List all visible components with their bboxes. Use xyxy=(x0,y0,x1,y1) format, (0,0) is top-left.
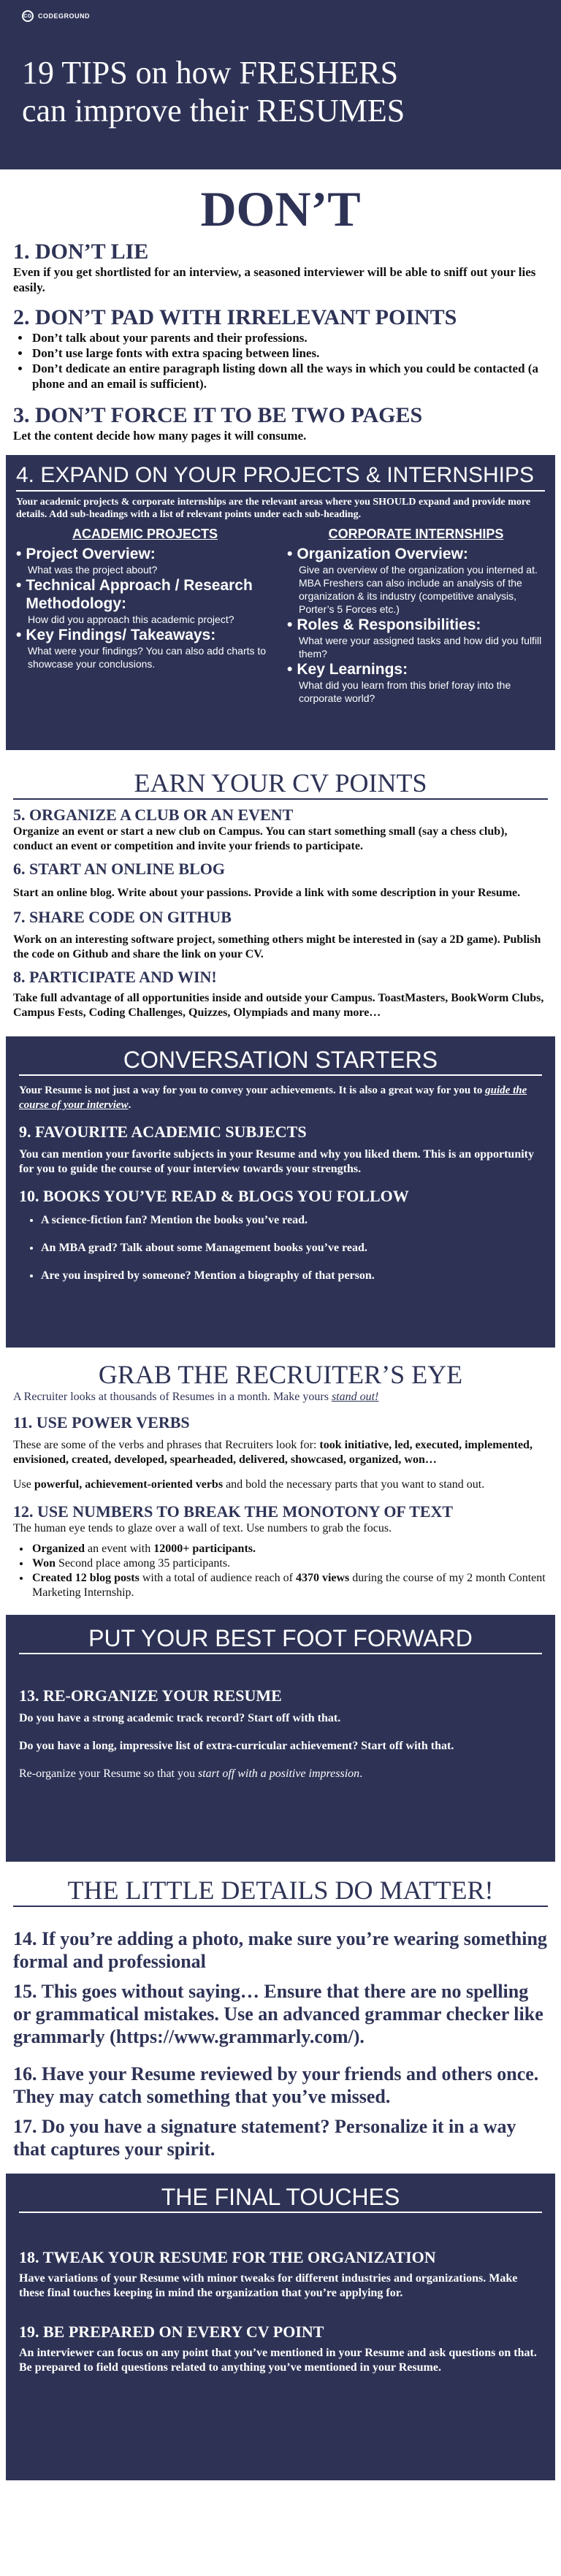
conversation-intro: Your Resume is not just a way for you to convey your achievements. It is also a great way for you to guide the course of your interview. xyxy=(19,1085,527,1111)
best-foot-section xyxy=(6,1615,555,1862)
corporate-internships-column: CORPORATE INTERNSHIPS • Organization Overview: Give an overview of the organization you interned at. MBA Freshers can also include an analysis of the organization & its industry (competitive analysis, Porter’s 5 Forces etc.) • Roles & Responsibilities: What were your assigned tasks and how did you fulfill them? • Key Learnings: What did you learn from this brief foray into the corporate world? xyxy=(287,527,545,705)
tip-14: 14. If you’re adding a photo, make sure you’re wearing something formal and professional xyxy=(13,1928,547,1972)
academic-heading: ACADEMIC PROJECTS xyxy=(72,527,218,541)
tip-3-title: 3. DON’T FORCE IT TO BE TWO PAGES xyxy=(13,403,423,427)
conversation-section xyxy=(6,1036,555,1348)
corporate-heading: CORPORATE INTERNSHIPS xyxy=(328,527,504,541)
list-item: • Don’t dedicate an entire paragraph listing down all the ways in which you could be contacted (a phone and an email is sufficient). xyxy=(31,361,548,391)
best-foot-heading: PUT YOUR BEST FOOT FORWARD xyxy=(19,1624,542,1654)
earn-section xyxy=(0,806,561,1020)
tip-13-p2: Do you have a long, impressive list of extra-curricular achievement? Start off with that. xyxy=(19,1740,454,1752)
tip-11-title: 11. USE POWER VERBS xyxy=(13,1413,190,1432)
little-details-section xyxy=(0,1927,561,2160)
tip-12-list xyxy=(31,1542,548,1600)
tip-18-text: Have variations of your Resume with minor tweaks for different industries and organizations. Make these final touches keeping in mind the organization that you’re applying for. xyxy=(19,2272,518,2299)
tip-1-text: Even if you get shortlisted for an interview, a seasoned interviewer will be able to sniff out your lies easily. xyxy=(13,265,536,294)
brand-name: CODEGROUND xyxy=(38,12,91,20)
tip-7-text: Work on an interesting software project, something others might be interested in (say a 2D game). Publish the code on Github and share the link on your CV. xyxy=(13,933,541,960)
grab-section xyxy=(0,1390,561,1600)
projects-internships-section xyxy=(6,455,555,750)
tip-11-text: These are some of the verbs and phrases that Recruiters look for: took initiative, led, executed, implemented, envisioned, created, developed, spearheaded, delivered, showcased, organized, won… xyxy=(13,1439,533,1466)
list-item: • Are you inspired by someone? Mention a biography of that person. xyxy=(41,1269,542,1283)
tip-13-title: 13. RE-ORGANIZE YOUR RESUME xyxy=(19,1686,282,1705)
list-item: • Don’t talk about your parents and their professions. xyxy=(31,330,548,345)
dont-heading: DON’T xyxy=(200,181,361,237)
tip-13-p3: Re-organize your Resume so that you start off with a positive impression. xyxy=(19,1767,363,1780)
tip-5-text: Organize an event or start a new club on Campus. You can start something small (say a chess club), conduct an event or competition and invite your friends to participate. xyxy=(13,825,508,852)
tip-6-text: Start an online blog. Write about your passions. Provide a link with some description in your Resume. xyxy=(13,887,521,899)
final-touches-section xyxy=(6,2174,555,2480)
academic-projects-column: ACADEMIC PROJECTS • Project Overview: What was the project about? • Technical Approach / Research Methodology: How did you approach this academic project? • Key Findings/ Takeaways: What were your findings? You can also add charts to showcase your conclusions. xyxy=(16,527,274,705)
tip-19-title: 19. BE PREPARED ON EVERY CV POINT xyxy=(19,2323,324,2341)
tip-9-title: 9. FAVOURITE ACADEMIC SUBJECTS xyxy=(19,1123,307,1141)
tip-4-intro: Your academic projects & corporate internships are the relevant areas where you SHOULD expand and provide more details. Add sub-headings with a list of relevant points under each sub-heading. xyxy=(16,497,531,520)
list-item: • Project Overview: xyxy=(16,545,274,563)
tip-13-p1: Do you have a strong academic track record? Start off with that. xyxy=(19,1712,341,1724)
list-item: • A science-fiction fan? Mention the books you’ve read. xyxy=(41,1213,542,1228)
little-details-heading: THE LITTLE DETAILS DO MATTER! xyxy=(13,1875,548,1907)
tip-19-text: An interviewer can focus on any point that you’ve mentioned in your Resume and ask questions on that. Be prepared to field questions related to anything you’ve mentioned in your Resume. xyxy=(19,2347,537,2374)
tip-18-title: 18. TWEAK YOUR RESUME FOR THE ORGANIZATION xyxy=(19,2248,436,2266)
tip-2-title: 2. DON’T PAD WITH IRRELEVANT POINTS xyxy=(13,305,457,329)
tip-6-title: 6. START AN ONLINE BLOG xyxy=(13,860,225,878)
tip-12-text: The human eye tends to glaze over a wall of text. Use numbers to grab the focus. xyxy=(13,1522,392,1534)
page-title: 19 TIPS on how FRESHERS can improve their RESUMES xyxy=(22,55,405,129)
list-item: • Technical Approach / Research Methodology: xyxy=(16,576,274,613)
grab-intro: A Recruiter looks at thousands of Resumes in a month. Make yours stand out! xyxy=(13,1391,379,1403)
tip-10-list xyxy=(41,1213,542,1283)
header-banner xyxy=(0,0,561,169)
tip-12-title: 12. USE NUMBERS TO BREAK THE MONOTONY OF TEXT xyxy=(13,1502,454,1521)
tip-7-title: 7. SHARE CODE ON GITHUB xyxy=(13,908,232,926)
tip-4-title: 4. EXPAND ON YOUR PROJECTS & INTERNSHIPS xyxy=(16,461,545,492)
tip-8-title: 8. PARTICIPATE AND WIN! xyxy=(13,968,217,986)
tip-11-text2: Use powerful, achievement-oriented verbs and bold the necessary parts that you want to stand out. xyxy=(13,1478,485,1491)
tip-5-title: 5. ORGANIZE A CLUB OR AN EVENT xyxy=(13,806,294,824)
earn-heading: EARN YOUR CV POINTS xyxy=(13,768,548,800)
codeground-logo-icon: CG xyxy=(22,10,34,22)
tip-16: 16. Have your Resume reviewed by your friends and others once. They may catch something that you’ve missed. xyxy=(13,2063,539,2107)
tip-2-list xyxy=(31,330,548,391)
list-item: • Roles & Responsibilities: xyxy=(287,616,545,634)
tip-17: 17. Do you have a signature statement? Personalize it in a way that captures your spirit. xyxy=(13,2116,516,2160)
list-item: • An MBA grad? Talk about some Management books you’ve read. xyxy=(41,1241,542,1255)
list-item: • Won Second place among 35 participants. xyxy=(31,1556,548,1571)
list-item: • Key Learnings: xyxy=(287,660,545,679)
list-item: • Created 12 blog posts with a total of audience reach of 4370 views during the course of my 2 month Content Marketing Internship. xyxy=(31,1571,548,1600)
conversation-heading: CONVERSATION STARTERS xyxy=(19,1045,542,1076)
tip-1-title: 1. DON’T LIE xyxy=(13,240,149,264)
list-item: • Organization Overview: xyxy=(287,545,545,563)
dont-section xyxy=(0,180,561,443)
brand xyxy=(22,10,539,22)
tip-10-title: 10. BOOKS YOU’VE READ & BLOGS YOU FOLLOW xyxy=(19,1187,409,1205)
list-item: • Don’t use large fonts with extra spacing between lines. xyxy=(31,345,548,361)
tip-9-text: You can mention your favorite subjects in your Resume and why you liked them. This is an opportunity for you to guide the course of your interview towards your strengths. xyxy=(19,1148,534,1175)
grab-heading: GRAB THE RECRUITER’S EYE xyxy=(98,1360,463,1389)
list-item: • Key Findings/ Takeaways: xyxy=(16,626,274,644)
list-item: • Organized an event with 12000+ participants. xyxy=(31,1542,548,1556)
tip-8-text: Take full advantage of all opportunities inside and outside your Campus. ToastMasters, BookWorm Clubs, Campus Fests, Coding Challenges, Quizzes, Olympiads and many more… xyxy=(13,992,544,1019)
tip-3-text: Let the content decide how many pages it will consume. xyxy=(13,429,307,443)
final-touches-heading: THE FINAL TOUCHES xyxy=(19,2182,542,2213)
tip-15: 15. This goes without saying… Ensure that there are no spelling or grammatical mistakes. Use an advanced grammar checker like grammarly (https://www.grammarly.com/). xyxy=(13,1981,543,2047)
